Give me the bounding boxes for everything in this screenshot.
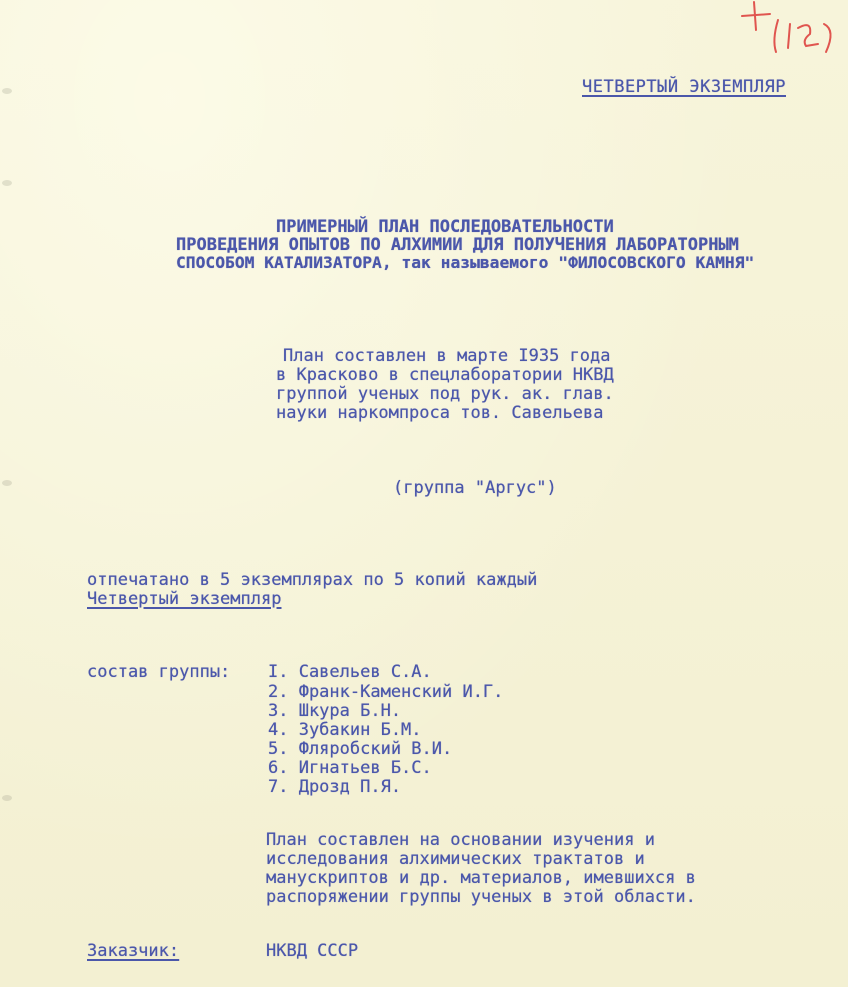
member-item: 3. Шкура Б.Н. — [268, 701, 402, 721]
member-item: 2. Франк-Каменский И.Г. — [268, 682, 504, 702]
title-line-3: СПОСОБОМ КАТАЛИЗАТОРА, так называемого "ФИЛОСОВСКОГО КАМНЯ" — [176, 253, 755, 272]
member-item: I. Савельев С.А. — [268, 662, 432, 682]
title-line-2: ПРОВЕДЕНИЯ ОПЫТОВ ПО АЛХИМИИ ДЛЯ ПОЛУЧЕНИЯ ЛАБОРАТОРНЫМ — [176, 235, 739, 255]
title-line-1: ПРИМЕРНЫЙ ПЛАН ПОСЛЕДОВАТЕЛЬНОСТИ — [276, 217, 614, 237]
member-item: 4. Зубакин Б.М. — [268, 720, 422, 740]
origin-line-1: План составлен в марте I935 года — [283, 346, 611, 366]
origin-line-3: группой ученых под рук. ак. глав. — [276, 384, 614, 404]
print-info-line-1: отпечатано в 5 экземплярах по 5 копий каждый — [87, 570, 538, 590]
punch-hole — [2, 88, 12, 94]
group-name: (группа "Аргус") — [393, 478, 557, 498]
member-item: 7. Дрозд П.Я. — [268, 777, 402, 797]
origin-line-2: в Красково в спецлаборатории НКВД — [276, 365, 614, 385]
handwritten-page-number — [732, 0, 842, 60]
basis-line-3: манускриптов и др. материалов, имевшихся в — [266, 868, 696, 888]
print-info-line-2: Четвертый экземпляр — [87, 589, 282, 609]
basis-line-2: исследования алхимических трактатов и — [266, 849, 645, 869]
basis-line-4: распоряжении группы ученых в этой области. — [266, 887, 696, 907]
punch-hole — [2, 480, 12, 486]
copy-label: ЧЕТВЕРТЫЙ ЭКЗЕМПЛЯР — [582, 77, 786, 97]
member-item: 6. Игнатьев Б.С. — [268, 758, 432, 778]
origin-line-4: науки наркомпроса тов. Савельева — [276, 403, 604, 423]
punch-hole — [2, 180, 12, 186]
member-item: 5. Фляробский В.И. — [268, 739, 453, 759]
basis-line-1: План составлен на основании изучения и — [266, 830, 655, 850]
punch-hole — [2, 795, 12, 801]
customer-value: НКВД СССР — [266, 941, 359, 961]
customer-label: Заказчик: — [87, 941, 180, 961]
members-label: состав группы: — [87, 662, 231, 682]
